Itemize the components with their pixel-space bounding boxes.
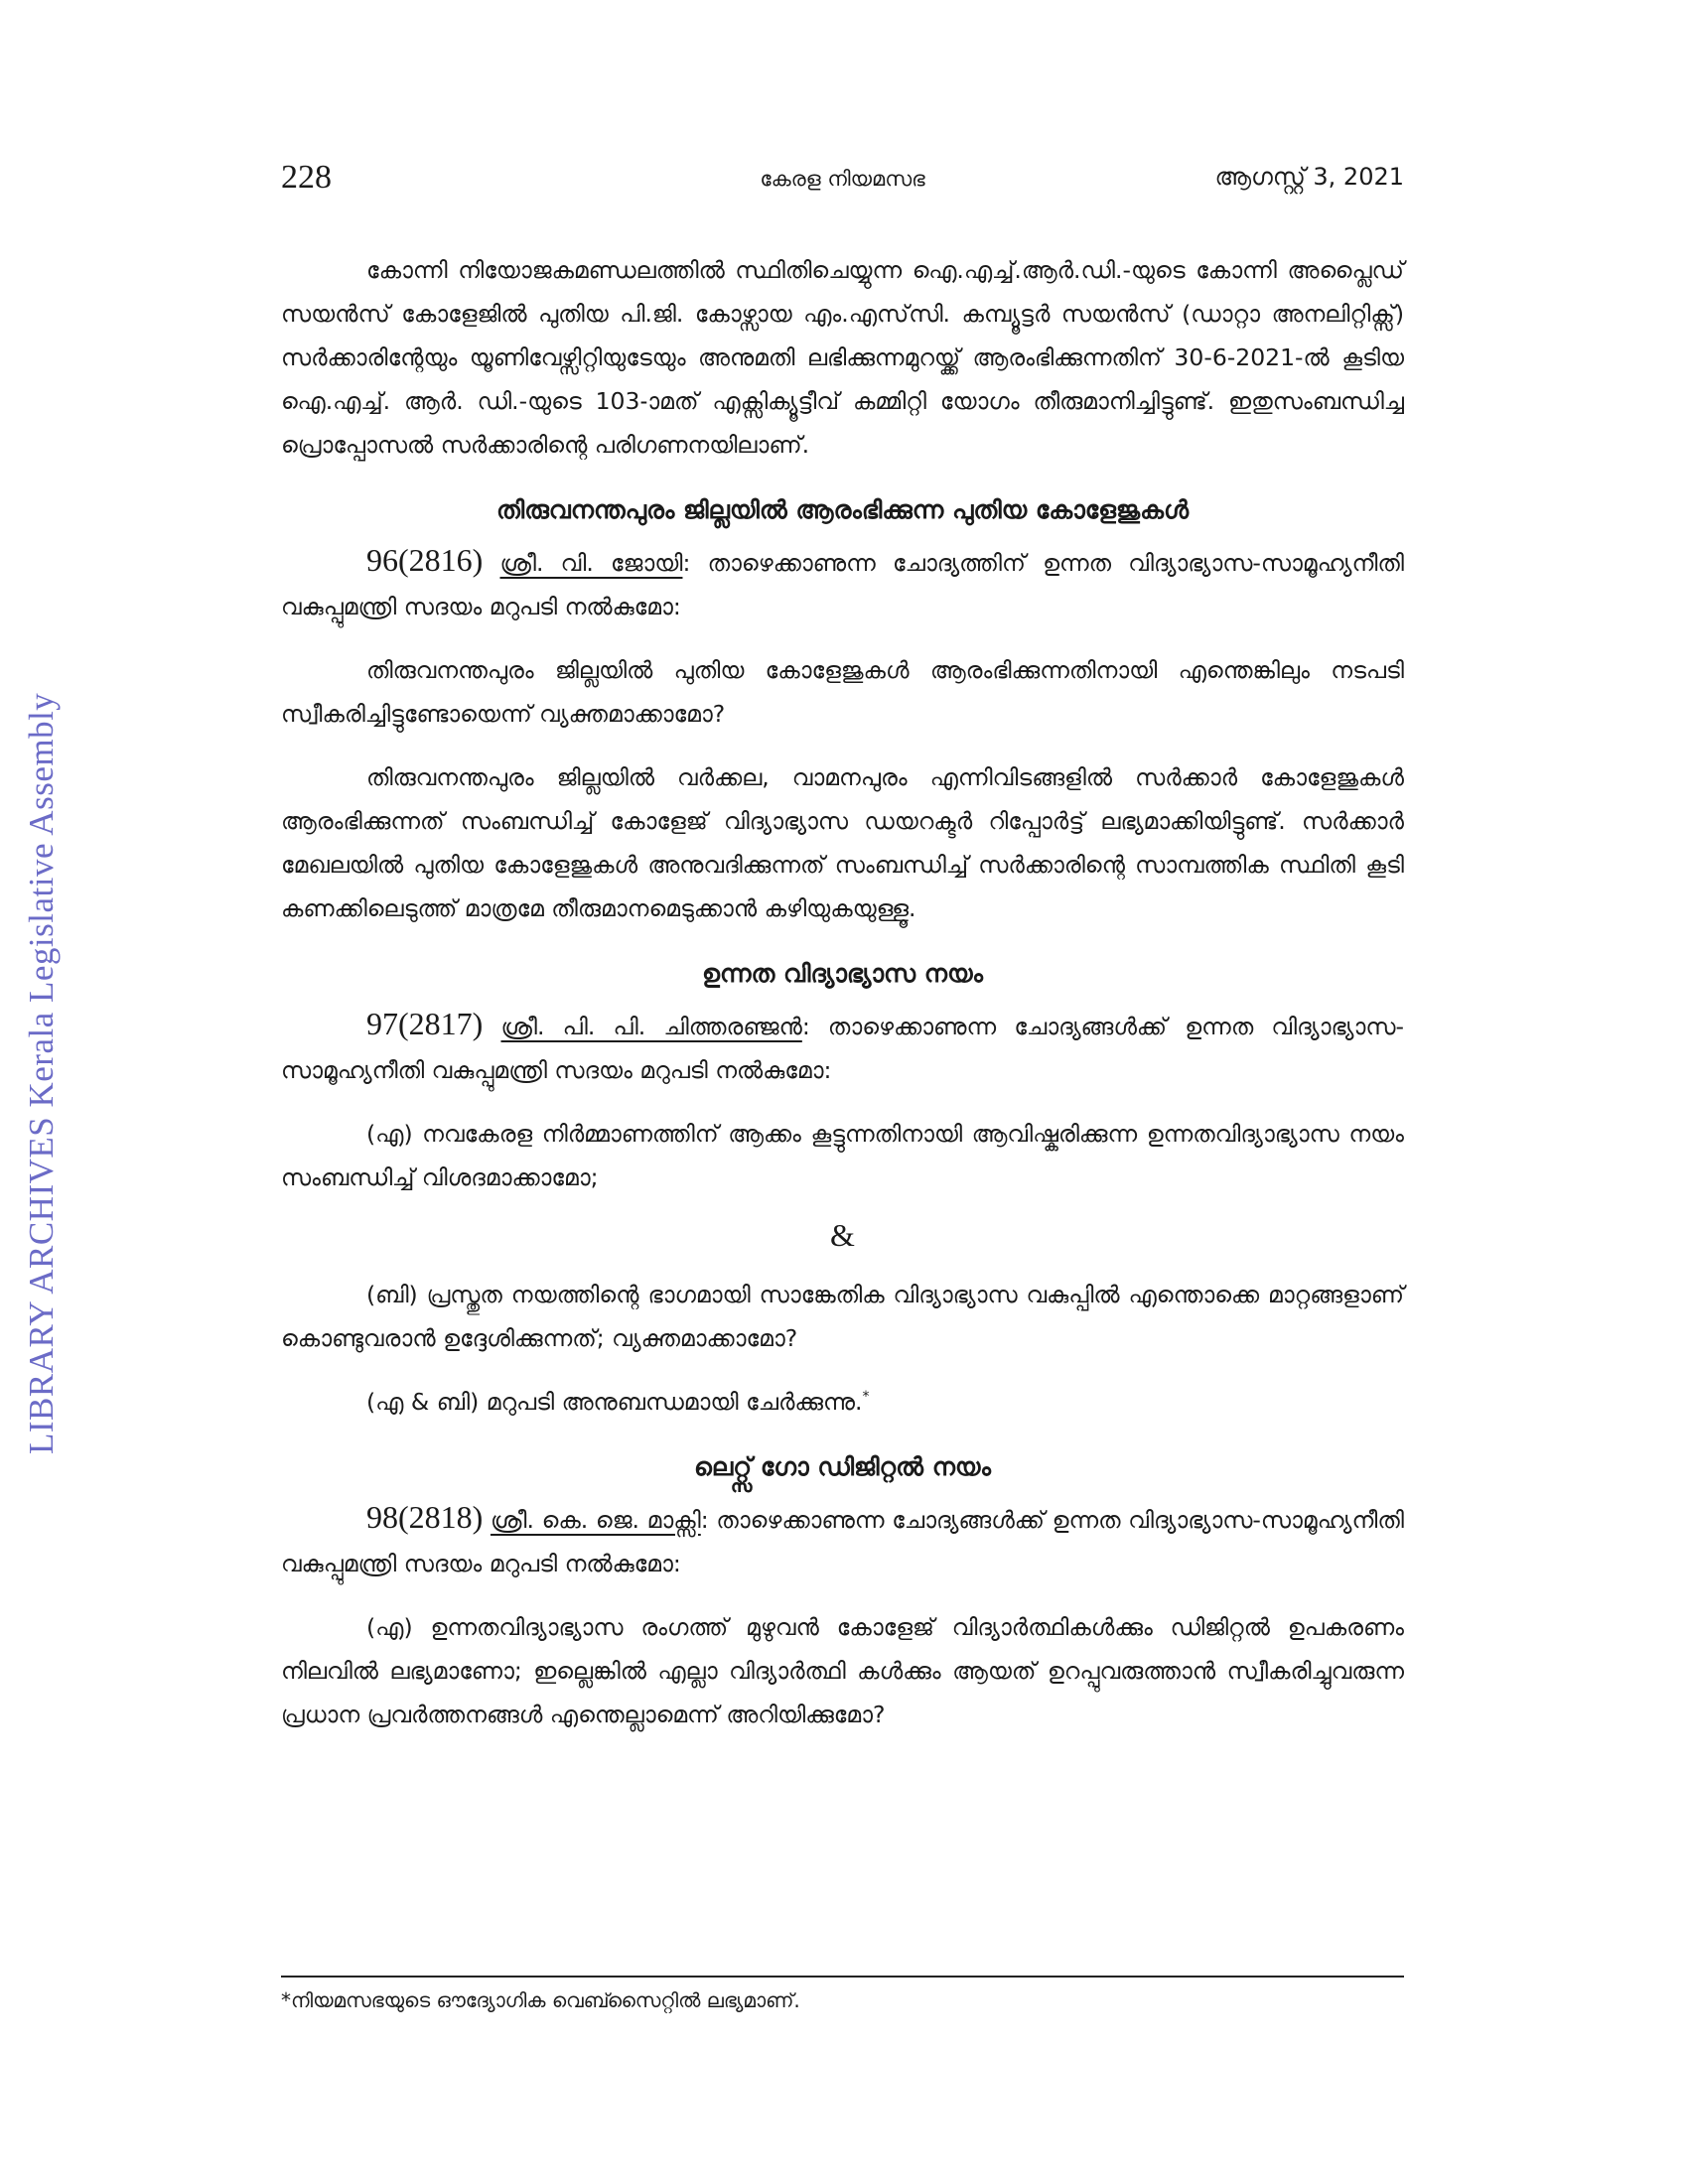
question-text: തിരുവനന്തപുരം ജില്ലയിൽ പുതിയ കോളേജുകൾ ആരംഭിക്കുന്നതിനായി എന്തെങ്കിലും നടപടി സ്വീകരിച്ചിട്ടുണ്ടോയെന്ന് വ്യക്തമാക്കാമോ?: [281, 656, 1404, 728]
page-body: [281, 248, 1404, 1736]
intro-paragraph: കോന്നി നിയോജകമണ്ഡലത്തിൽ സ്ഥിതിചെയ്യുന്ന ഐ.എച്ച്.ആർ.ഡി.-യുടെ കോന്നി അപ്ലൈഡ് സയൻസ് കോളേജിൽ പുതിയ പി.ജി. കോഴ്സായ എം.എസ്‌സി. കമ്പ്യൂട്ടർ സയൻസ് (ഡാറ്റാ അനലിറ്റിക്സ്) സർക്കാരിന്റേയും യൂണിവേഴ്സിറ്റിയുടേയും അനുമതി ലഭിക്കുന്നമുറയ്ക്ക് ആരംഭിക്കുന്നതിന് 30-6-2021-ൽ കൂടിയ ഐ.എച്ച്. ആർ. ഡി.-യുടെ 103-ാമത് എക്സിക്യൂട്ടീവ് കമ്മിറ്റി യോഗം തീരുമാനിച്ചിട്ടുണ്ട്. ഇതുസംബന്ധിച്ച പ്രൊപ്പോസൽ സർക്കാരിന്റെ പരിഗണനയിലാണ്.: [281, 256, 1404, 459]
member-name: ശ്രീ. കെ. ജെ. മാക്സി: [490, 1506, 701, 1534]
question-intro-text: : താഴെക്കാണുന്ന ചോദ്യങ്ങൾക്ക് ഉന്നത വിദ്യാഭ്യാസ-സാമൂഹ്യനീതി വകുപ്പുമന്ത്രി സദയം മറുപടി നൽകുമോ:: [281, 1013, 1404, 1084]
question-b: (ബി) പ്രസ്തുത നയത്തിന്റെ ഭാഗമായി സാങ്കേതിക വിദ്യാഭ്യാസ വകുപ്പിൽ എന്തൊക്കെ മാറ്റങ്ങളാണ് കൊണ്ടുവരാൻ ഉദ്ദേശിക്കുന്നത്; വ്യക്തമാക്കാമോ?: [281, 1281, 1404, 1352]
question-number: 98(2818): [366, 1499, 484, 1535]
watermark-text: LIBRARY ARCHIVES Kerala Legislative Assembly: [22, 692, 61, 1454]
section-heading: ഉന്നത വിദ്യാഭ്യാസ നയം: [701, 959, 984, 988]
question-intro-text: : താഴെക്കാണുന്ന ചോദ്യങ്ങൾക്ക് ഉന്നത വിദ്യാഭ്യാസ-സാമൂഹ്യനീതി വകുപ്പുമന്ത്രി സദയം മറുപടി നൽകുമോ:: [281, 1506, 1404, 1577]
question-a: (എ) ഉന്നതവിദ്യാഭ്യാസ രംഗത്ത് മുഴുവൻ കോളേജ് വിദ്യാർത്ഥികൾക്കും ഡിജിറ്റൽ ഉപകരണം നിലവിൽ ലഭ്യമാണോ; ഇല്ലെങ്കിൽ എല്ലാ വിദ്യാർത്ഥി കൾക്കും ആയത് ഉറപ്പുവരുത്താൻ സ്വീകരിച്ചുവരുന്ന പ്രധാന പ്രവർത്തനങ്ങൾ എന്തെല്ലാമെന്ന് അറിയിക്കുമോ?: [281, 1613, 1404, 1728]
page-number: 228: [281, 159, 332, 196]
member-name: ശ്രീ. പി. പി. ചിത്തരഞ്ജൻ: [500, 1013, 802, 1040]
answer-body: (എ & ബി) മറുപടി അനുബന്ധമായി ചേർക്കുന്നു.: [366, 1388, 863, 1416]
question-number: 97(2817): [366, 1006, 484, 1041]
question-number: 96(2816): [366, 542, 484, 578]
question-intro-text: : താഴെക്കാണുന്ന ചോദ്യത്തിന് ഉന്നത വിദ്യാഭ്യാസ-സാമൂഹ്യനീതി വകുപ്പുമന്ത്രി സദയം മറുപടി നൽകുമോ:: [281, 549, 1404, 620]
answer-text: [281, 1380, 1404, 1424]
footnote-divider: [281, 1976, 1404, 1978]
running-title: കേരള നിയമസഭ: [760, 167, 925, 191]
question-intro: [281, 1002, 1404, 1092]
question-intro: [281, 1495, 1404, 1585]
answer-text: തിരുവനന്തപുരം ജില്ലയിൽ വർക്കല, വാമനപുരം എന്നിവിടങ്ങളിൽ സർക്കാർ കോളേജുകൾ ആരംഭിക്കുന്നത് സംബന്ധിച്ച് കോളേജ് വിദ്യാഭ്യാസ ഡയറക്ടർ റിപ്പോർട്ട് ലഭ്യമാക്കിയിട്ടുണ്ട്. സർക്കാർ മേഖലയിൽ പുതിയ കോളേജുകൾ അനുവദിക്കുന്നത് സംബന്ധിച്ച് സർക്കാരിന്റെ സാമ്പത്തിക സ്ഥിതി കൂടി കണക്കിലെടുത്ത് മാത്രമേ തീരുമാനമെടുക്കാൻ കഴിയുകയുള്ളൂ.: [281, 763, 1404, 922]
question-intro: [281, 538, 1404, 628]
member-name: ശ്രീ. വി. ജോയി: [499, 549, 683, 577]
section-heading: തിരുവനന്തപുരം ജില്ലയിൽ ആരംഭിക്കുന്ന പുതിയ കോളേജുകൾ: [495, 495, 1190, 524]
header-date: ആഗസ്റ്റ് 3, 2021: [1214, 163, 1404, 191]
ampersand-separator: &: [830, 1217, 855, 1253]
section-heading: ലെറ്റ്സ് ഗോ ഡിജിറ്റൽ നയം: [694, 1452, 991, 1481]
footnote: *നിയമസഭയുടെ ഔദ്യോഗിക വെബ്സൈറ്റിൽ ലഭ്യമാണ്.: [281, 1988, 800, 2012]
question-a: (എ) നവകേരള നിർമ്മാണത്തിന് ആക്കം കൂട്ടുന്നതിനായി ആവിഷ്കരിക്കുന്ന ഉന്നതവിദ്യാഭ്യാസ നയം സംബന്ധിച്ച് വിശദമാക്കാമോ;: [281, 1120, 1404, 1191]
page-header: [281, 159, 1404, 208]
footnote-mark: *: [862, 1389, 870, 1406]
